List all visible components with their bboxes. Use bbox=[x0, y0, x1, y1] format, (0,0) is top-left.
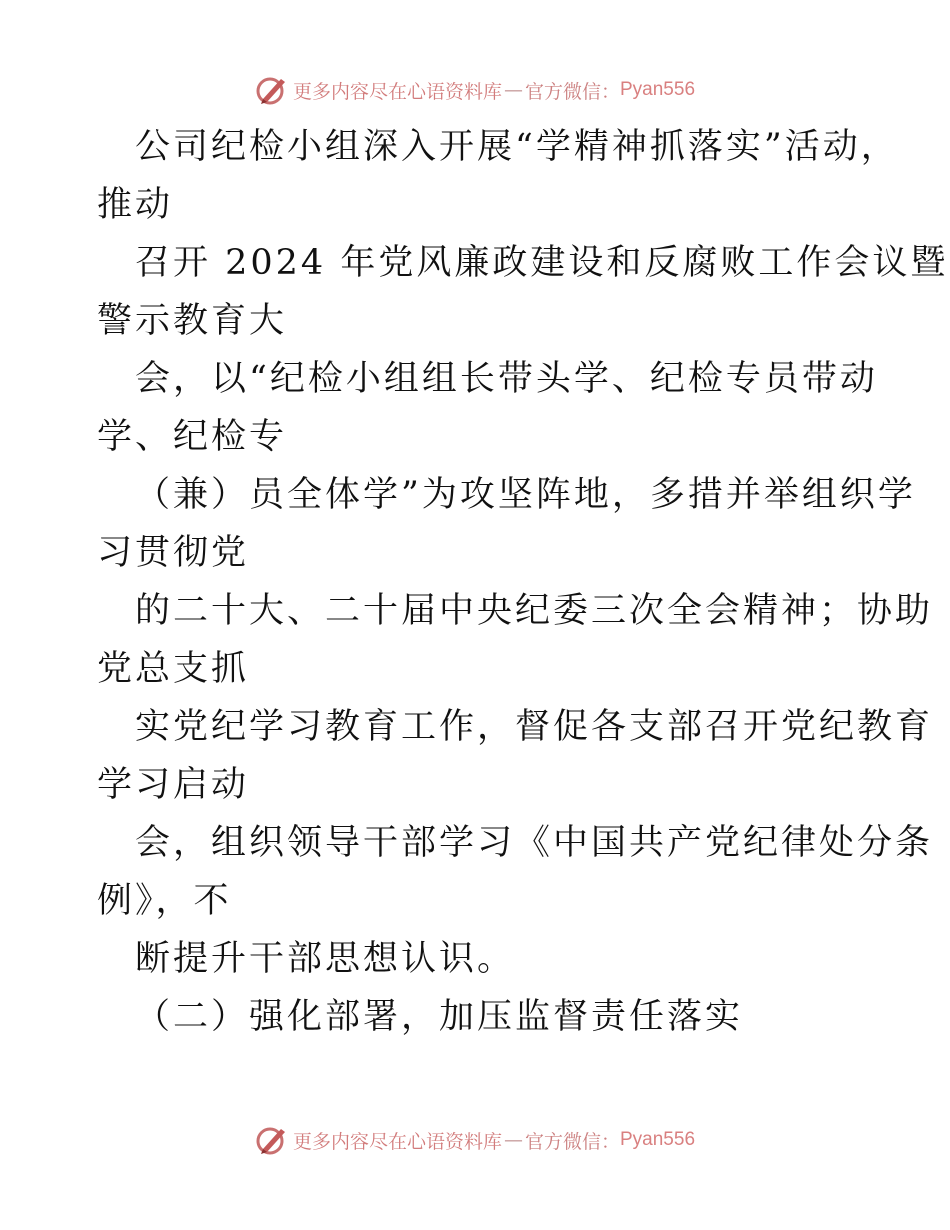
footer-brand-text: 更多内容尽在心语资料库 bbox=[292, 1130, 502, 1153]
document-body bbox=[97, 118, 949, 1046]
pen-logo-icon bbox=[255, 73, 289, 107]
body-line: 断提升干部思想认识。 bbox=[135, 939, 516, 979]
footer-wechat-id: Pyan556 bbox=[620, 1129, 696, 1150]
header-brand-text: 更多内容尽在心语资料库 bbox=[292, 80, 502, 103]
header-wechat-label: 官方微信： bbox=[524, 80, 620, 103]
footer-dash: — bbox=[503, 1129, 523, 1151]
body-line: （兼）员全体学”为攻坚阵地，多措并举组织学 bbox=[135, 475, 916, 515]
body-line: 学、纪检专 bbox=[97, 417, 288, 457]
body-line: 例》，不 bbox=[97, 881, 232, 921]
body-line: 习贯彻党 bbox=[97, 533, 250, 573]
body-line: 的二十大、二十届中央纪委三次全会精神；协助 bbox=[135, 591, 934, 631]
footer-watermark bbox=[0, 1120, 950, 1160]
body-line: 实党纪学习教育工作，督促各支部召开党纪教育 bbox=[135, 707, 934, 747]
header-watermark bbox=[0, 70, 950, 110]
body-line: 召开 2024 年党风廉政建设和反腐败工作会议暨 bbox=[135, 243, 949, 283]
footer-wechat-label: 官方微信： bbox=[524, 1130, 620, 1153]
body-line: 会，组织领导干部学习《中国共产党纪律处分条 bbox=[135, 823, 934, 863]
body-line: 警示教育大 bbox=[97, 301, 288, 341]
section-heading: （二）强化部署，加压监督责任落实 bbox=[135, 997, 744, 1037]
body-line: 学习启动 bbox=[97, 765, 250, 805]
pen-logo-icon bbox=[255, 1123, 289, 1157]
body-line: 党总支抓 bbox=[97, 649, 250, 689]
header-dash: — bbox=[503, 79, 523, 101]
body-line: 会，以“纪检小组组长带头学、纪检专员带动 bbox=[135, 359, 878, 399]
body-line: 推动 bbox=[97, 185, 174, 225]
header-wechat-id: Pyan556 bbox=[620, 79, 696, 100]
body-line: 公司纪检小组深入开展“学精神抓落实”活动， bbox=[135, 127, 899, 167]
